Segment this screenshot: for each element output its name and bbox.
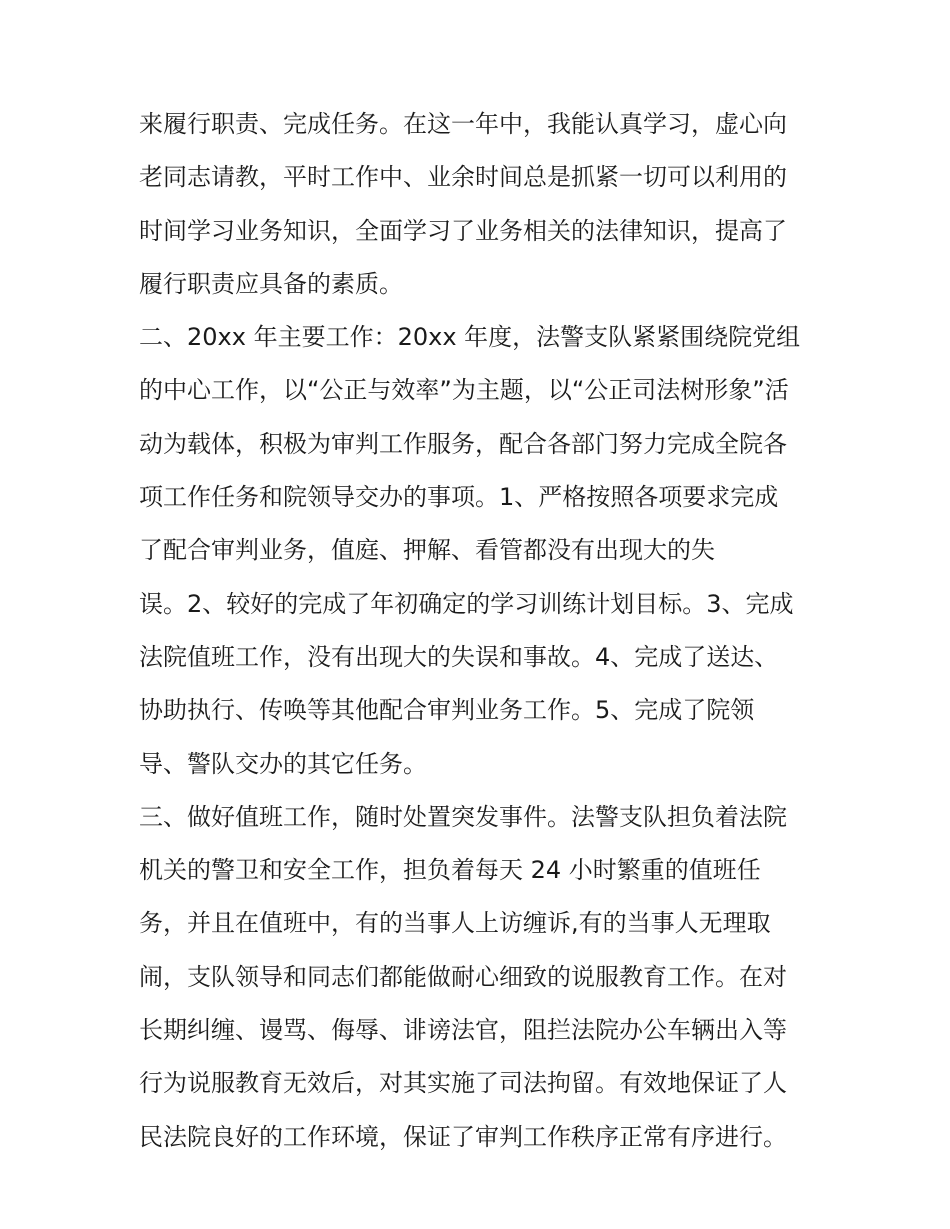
text-line-5: 二、20xx 年主要工作：20xx 年度，法警支队紧紧围绕院党组 (139, 323, 801, 352)
text-line-17: 闹，支队领导和同志们都能做耐心细致的说服教育工作。在对 (139, 962, 787, 991)
text-line-15: 机关的警卫和安全工作，担负着每天 24 小时繁重的值班任 (139, 856, 761, 885)
text-line-20: 民法院良好的工作环境，保证了审判工作秩序正常有序进行。 (139, 1122, 787, 1151)
text-line-6: 的中心工作，以“公正与效率”为主题，以“公正司法树形象”活 (139, 376, 789, 405)
text-line-4: 履行职责应具备的素质。 (139, 269, 403, 298)
text-line-2: 老同志请教，平时工作中、业余时间总是抓紧一切可以利用的 (139, 163, 787, 192)
text-line-19: 行为说服教育无效后，对其实施了司法拘留。有效地保证了人 (139, 1069, 787, 1098)
text-line-14: 三、做好值班工作，随时处置突发事件。法警支队担负着法院 (139, 802, 787, 831)
text-line-11: 法院值班工作，没有出现大的失误和事故。4、完成了送达、 (139, 642, 779, 671)
text-line-7: 动为载体，积极为审判工作服务，配合各部门努力完成全院各 (139, 429, 787, 458)
text-line-9: 了配合审判业务，值庭、押解、看管都没有出现大的失 (139, 536, 715, 565)
text-line-18: 长期纠缠、谩骂、侮辱、诽谤法官，阻拦法院办公车辆出入等 (139, 1016, 787, 1045)
text-line-12: 协助执行、传唤等其他配合审判业务工作。5、完成了院领 (139, 696, 755, 725)
text-line-3: 时间学习业务知识，全面学习了业务相关的法律知识，提高了 (139, 216, 787, 245)
body-text (139, 98, 829, 1164)
text-line-8: 项工作任务和院领导交办的事项。1、严格按照各项要求完成 (139, 483, 779, 512)
text-line-16: 务，并且在值班中，有的当事人上访缠诉,有的当事人无理取 (139, 909, 771, 938)
text-line-13: 导、警队交办的其它任务。 (139, 749, 427, 778)
text-line-1: 来履行职责、完成任务。在这一年中，我能认真学习，虚心向 (139, 110, 787, 138)
text-line-10: 误。2、较好的完成了年初确定的学习训练计划目标。3、完成 (139, 589, 794, 618)
